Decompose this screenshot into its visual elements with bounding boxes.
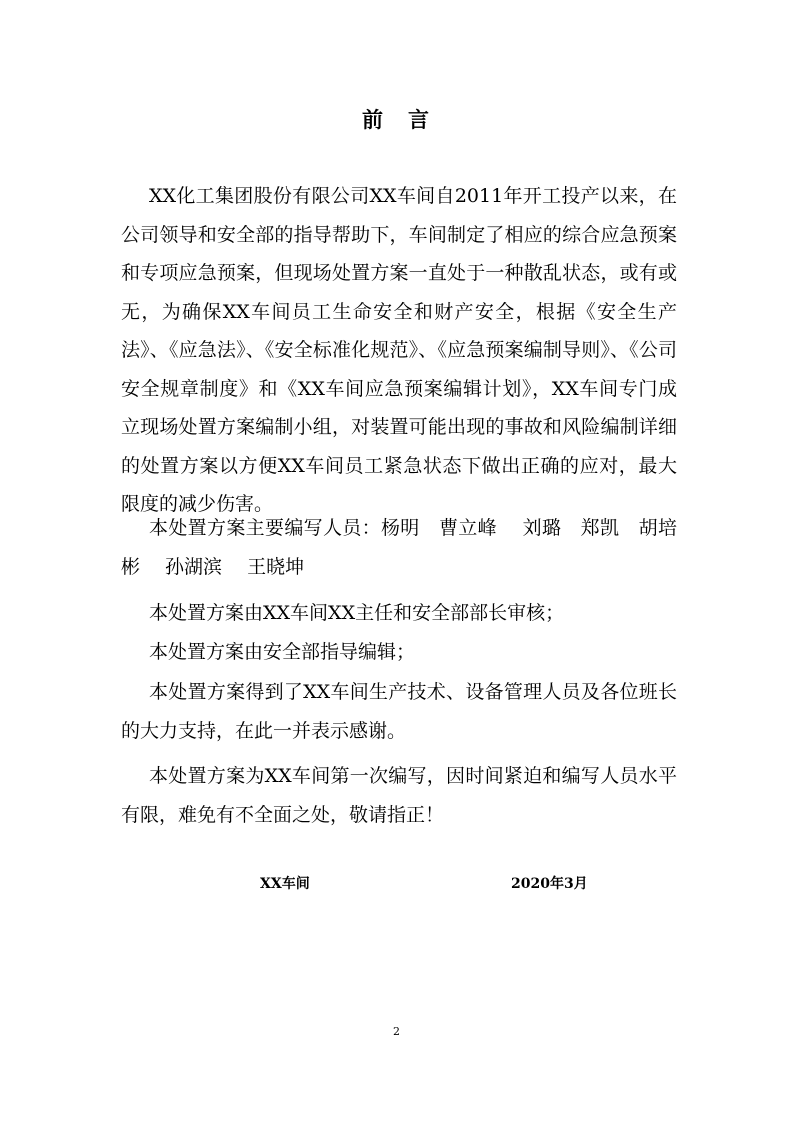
paragraph-closing: 本处置方案为XX车间第一次编写，因时间紧迫和编写人员水平有限，难免有不全面之处，敬请指正！	[121, 765, 677, 826]
paragraph-intro: XX化工集团股份有限公司XX车间自2011年开工投产以来，在公司领导和安全部的指导帮助下，车间制定了相应的综合应急预案和专项应急预案，但现场处置方案一直处于一种散乱状态，或有或无，为确保XX车间员工生命安全和财产安全，根据《安全生产法》、《应急法》、《安全标准化规范》、《应急预案编制导则》、《公司安全规章制度》和《XX车间应急预案编辑计划》，XX车间专门成立现场处置方案编制小组，对装置可能出现的事故和风险编制详细的处置方案以方便XX车间员工紧急状态下做出正确的应对，最大限度的减少伤害。	[121, 185, 677, 515]
paragraph-editor: 本处置方案由安全部指导编辑；	[149, 641, 416, 663]
signature-date: 2020年3月	[511, 876, 588, 892]
paragraph-authors: 本处置方案主要编写人员：杨明 曹立峰 刘璐 郑凯 胡培彬 孙湖滨 王晓坤	[121, 517, 677, 578]
page-title: 前 言	[362, 107, 431, 132]
paragraph-reviewers: 本处置方案由XX车间XX主任和安全部部长审核；	[149, 602, 565, 624]
signature-department: XX车间	[260, 876, 310, 892]
paragraph-thanks: 本处置方案得到了XX车间生产技术、设备管理人员及各位班长的大力支持，在此一并表示感谢。	[121, 681, 677, 742]
page-number: 2	[393, 1025, 400, 1038]
